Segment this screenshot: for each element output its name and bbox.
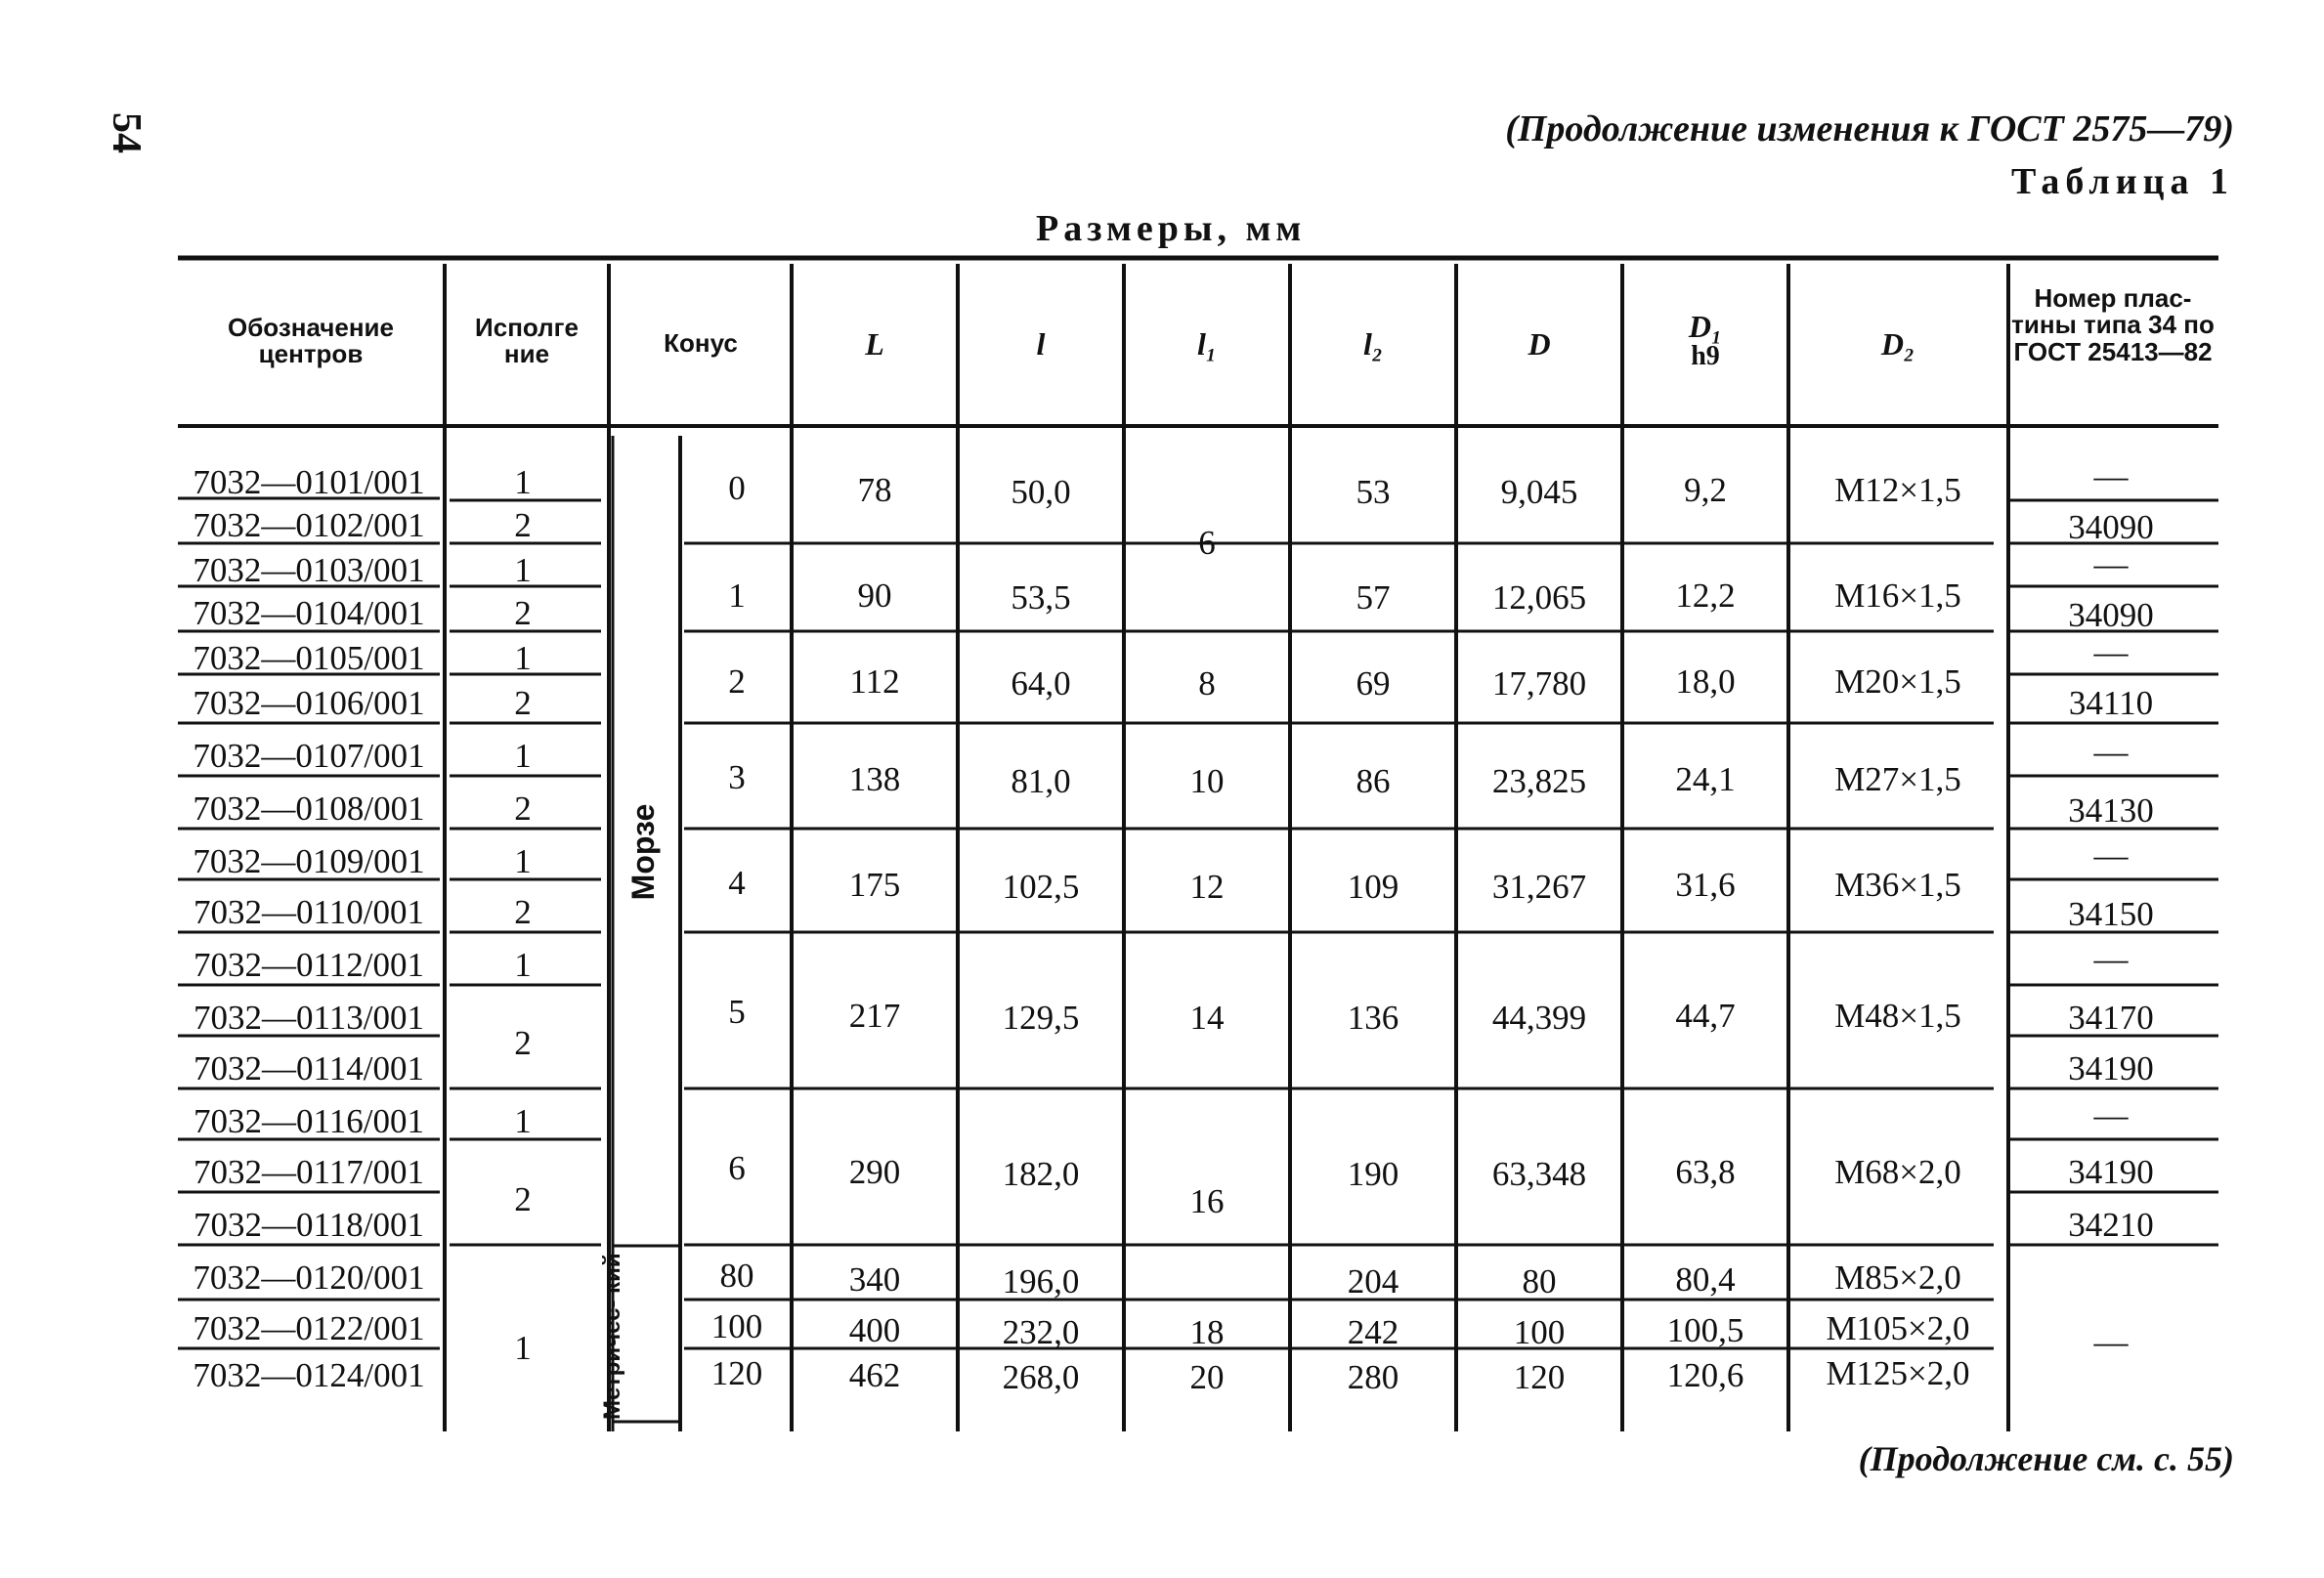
l-cell: 81,0 bbox=[1011, 762, 1071, 800]
designation-cell: 7032—0117/001 bbox=[194, 1153, 424, 1191]
l2-cell: 204 bbox=[1347, 1262, 1399, 1301]
L-cell: 462 bbox=[848, 1356, 901, 1394]
version-cell: 1 bbox=[514, 1102, 532, 1140]
D2-cell: M105×2,0 bbox=[1826, 1309, 1970, 1347]
continued-footer: (Продолжение см. с. 55) bbox=[1858, 1439, 2234, 1478]
designation-cell: 7032—0122/001 bbox=[193, 1309, 425, 1347]
header-l: l bbox=[1036, 326, 1046, 362]
plate-cell: 34130 bbox=[2068, 791, 2154, 830]
L-cell: 217 bbox=[848, 997, 901, 1035]
header-cone: Конус bbox=[664, 328, 738, 358]
D-cell: 44,399 bbox=[1491, 999, 1587, 1037]
l2-cell: 69 bbox=[1356, 664, 1391, 703]
D1-cell: 100,5 bbox=[1666, 1311, 1744, 1349]
version-cell: 2 bbox=[514, 594, 532, 632]
l2-cell: 242 bbox=[1347, 1313, 1399, 1351]
D1-cell: 9,2 bbox=[1684, 471, 1727, 509]
version-cell: 1 bbox=[514, 463, 532, 501]
l-cell: 50,0 bbox=[1011, 473, 1071, 511]
l2-cell: 109 bbox=[1347, 868, 1399, 906]
l2-cell: 136 bbox=[1347, 999, 1399, 1037]
cone-cell: 1 bbox=[728, 576, 746, 615]
plate-cell: 34190 bbox=[2068, 1153, 2154, 1191]
D2-cell: M125×2,0 bbox=[1826, 1354, 1970, 1392]
plate-cell: — bbox=[2093, 733, 2129, 771]
designation-cell: 7032—0102/001 bbox=[193, 506, 425, 544]
header-D: D bbox=[1528, 326, 1551, 362]
version-cell: 1 bbox=[514, 737, 532, 775]
cone-cell: 3 bbox=[728, 758, 746, 796]
header-D2: D₂ bbox=[1880, 326, 1915, 362]
D2-cell: M27×1,5 bbox=[1834, 760, 1961, 798]
plate-cell: 34190 bbox=[2068, 1049, 2154, 1088]
page-number: 54 bbox=[104, 112, 149, 153]
D-cell: 120 bbox=[1513, 1358, 1566, 1396]
version-cell: 2 bbox=[514, 684, 532, 722]
D2-cell: M68×2,0 bbox=[1834, 1153, 1961, 1191]
designation-cell: 7032—0113/001 bbox=[194, 999, 424, 1037]
l2-cell: 53 bbox=[1356, 473, 1391, 511]
version-cell: 2 bbox=[514, 1024, 532, 1062]
l1-cell: 8 bbox=[1198, 664, 1216, 703]
designation-cell: 7032—0112/001 bbox=[194, 946, 424, 984]
D1-cell: 80,4 bbox=[1675, 1260, 1736, 1299]
header-D1: D₁ bbox=[1688, 309, 1723, 344]
l-cell: 232,0 bbox=[1002, 1313, 1080, 1351]
L-cell: 78 bbox=[857, 471, 892, 509]
designation-cell: 7032—0114/001 bbox=[194, 1049, 424, 1088]
D-cell: 31,267 bbox=[1491, 868, 1587, 906]
D-cell: 17,780 bbox=[1491, 664, 1587, 703]
plate-cell: — bbox=[2093, 1096, 2129, 1134]
D2-cell: M16×1,5 bbox=[1834, 576, 1961, 615]
l2-cell: 280 bbox=[1347, 1358, 1399, 1396]
l1-cell: 12 bbox=[1189, 868, 1225, 906]
l2-cell: 86 bbox=[1356, 762, 1391, 800]
D-cell: 80 bbox=[1522, 1262, 1557, 1301]
l-cell: 53,5 bbox=[1011, 578, 1071, 617]
l-cell: 182,0 bbox=[1002, 1155, 1080, 1193]
version-cell: 1 bbox=[514, 551, 532, 589]
L-cell: 290 bbox=[848, 1153, 901, 1191]
designation-cell: 7032—0124/001 bbox=[193, 1356, 425, 1394]
D1-cell: 63,8 bbox=[1675, 1153, 1736, 1191]
l2-cell: 190 bbox=[1347, 1155, 1399, 1193]
l2-cell: 57 bbox=[1356, 578, 1391, 617]
designation-cell: 7032—0108/001 bbox=[193, 789, 425, 828]
cone-cell: 6 bbox=[728, 1149, 746, 1187]
D-cell: 63,348 bbox=[1491, 1155, 1587, 1193]
designation-cell: 7032—0105/001 bbox=[193, 639, 425, 677]
l1-cell: 18 bbox=[1189, 1313, 1225, 1351]
designation-cell: 7032—0104/001 bbox=[193, 594, 425, 632]
designation-cell: 7032—0116/001 bbox=[194, 1102, 424, 1140]
l1-cell: 20 bbox=[1189, 1358, 1225, 1396]
cone-cell: 0 bbox=[728, 469, 746, 507]
version-cell: 2 bbox=[514, 1180, 532, 1218]
l1-cell: 6 bbox=[1198, 524, 1216, 562]
header-l1: l₁ bbox=[1196, 326, 1218, 362]
version-cell: 1 bbox=[514, 842, 532, 880]
designation-cell: 7032—0101/001 bbox=[193, 463, 425, 501]
header-l2: l₂ bbox=[1362, 326, 1384, 362]
D-cell: 23,825 bbox=[1491, 762, 1587, 800]
header-version: Исполге ние bbox=[475, 313, 579, 369]
plate-cell: 34090 bbox=[2068, 596, 2154, 634]
L-cell: 340 bbox=[848, 1260, 901, 1299]
header-plate-number: Номер плас- тины типа 34 по ГОСТ 25413—82 bbox=[2011, 283, 2215, 366]
plate-cell: 34110 bbox=[2068, 684, 2154, 722]
l-cell: 196,0 bbox=[1002, 1262, 1080, 1301]
plate-cell: — bbox=[2093, 633, 2129, 671]
l1-cell: 16 bbox=[1189, 1182, 1225, 1220]
D2-cell: M12×1,5 bbox=[1834, 471, 1961, 509]
header-L: L bbox=[865, 326, 884, 362]
L-cell: 400 bbox=[848, 1311, 901, 1349]
sizes-caption: Размеры, мм bbox=[1036, 208, 1307, 249]
D-cell: 100 bbox=[1513, 1313, 1566, 1351]
version-cell: 1 bbox=[514, 1329, 532, 1367]
plate-cell: 34210 bbox=[2068, 1206, 2154, 1244]
l-cell: 64,0 bbox=[1011, 664, 1071, 703]
D2-cell: M48×1,5 bbox=[1834, 997, 1961, 1035]
D1-cell: 12,2 bbox=[1675, 576, 1736, 615]
version-cell: 2 bbox=[514, 789, 532, 828]
version-cell: 2 bbox=[514, 506, 532, 544]
D1-cell: 120,6 bbox=[1666, 1356, 1744, 1394]
l-cell: 129,5 bbox=[1002, 999, 1080, 1037]
cone-cell: 80 bbox=[719, 1257, 754, 1295]
cone-cell: 2 bbox=[728, 662, 746, 701]
plate-cell: 34090 bbox=[2068, 508, 2154, 546]
designation-cell: 7032—0109/001 bbox=[193, 842, 425, 880]
cone-cell: 100 bbox=[710, 1307, 763, 1345]
cone-group-morse: Морзе bbox=[625, 803, 661, 901]
plate-cell: 34150 bbox=[2068, 895, 2154, 933]
D2-cell: M20×1,5 bbox=[1834, 662, 1961, 701]
D1-cell: 31,6 bbox=[1675, 866, 1736, 904]
D2-cell: M85×2,0 bbox=[1834, 1258, 1961, 1297]
L-cell: 90 bbox=[857, 576, 892, 615]
designation-cell: 7032—0106/001 bbox=[193, 684, 425, 722]
D2-cell: M36×1,5 bbox=[1834, 866, 1961, 904]
version-cell: 1 bbox=[514, 639, 532, 677]
plate-cell: — bbox=[2093, 940, 2129, 978]
D1-cell: 18,0 bbox=[1675, 662, 1736, 701]
header-D1-tolerance: h9 bbox=[1691, 341, 1720, 371]
cone-cell: 5 bbox=[728, 993, 746, 1031]
plate-cell: — bbox=[2093, 1323, 2129, 1361]
plate-cell: — bbox=[2093, 836, 2129, 874]
designation-cell: 7032—0107/001 bbox=[193, 737, 425, 775]
continuation-header: (Продолжение изменения к ГОСТ 2575—79) bbox=[1505, 108, 2234, 149]
L-cell: 138 bbox=[848, 760, 901, 798]
D1-cell: 24,1 bbox=[1675, 760, 1736, 798]
cone-group-metric: Метричес- кий bbox=[599, 1253, 625, 1420]
l1-cell: 10 bbox=[1189, 762, 1225, 800]
designation-cell: 7032—0120/001 bbox=[193, 1258, 425, 1297]
plate-cell: — bbox=[2093, 457, 2129, 495]
version-cell: 2 bbox=[514, 893, 532, 931]
cone-cell: 120 bbox=[710, 1354, 763, 1392]
D-cell: 12,065 bbox=[1491, 578, 1587, 617]
D1-cell: 44,7 bbox=[1675, 997, 1736, 1035]
designation-cell: 7032—0103/001 bbox=[193, 551, 425, 589]
L-cell: 175 bbox=[848, 866, 901, 904]
designation-cell: 7032—0110/001 bbox=[194, 893, 424, 931]
header-designation: Обозначение центров bbox=[228, 313, 394, 369]
table-label: Таблица 1 bbox=[2010, 161, 2234, 202]
plate-cell: — bbox=[2093, 545, 2129, 583]
version-cell: 1 bbox=[514, 946, 532, 984]
designation-cell: 7032—0118/001 bbox=[194, 1206, 424, 1244]
plate-cell: 34170 bbox=[2068, 999, 2154, 1037]
cone-cell: 4 bbox=[728, 864, 746, 902]
l-cell: 102,5 bbox=[1002, 868, 1080, 906]
L-cell: 112 bbox=[849, 662, 900, 701]
l1-cell: 14 bbox=[1189, 999, 1225, 1037]
D-cell: 9,045 bbox=[1500, 473, 1578, 511]
l-cell: 268,0 bbox=[1002, 1358, 1080, 1396]
